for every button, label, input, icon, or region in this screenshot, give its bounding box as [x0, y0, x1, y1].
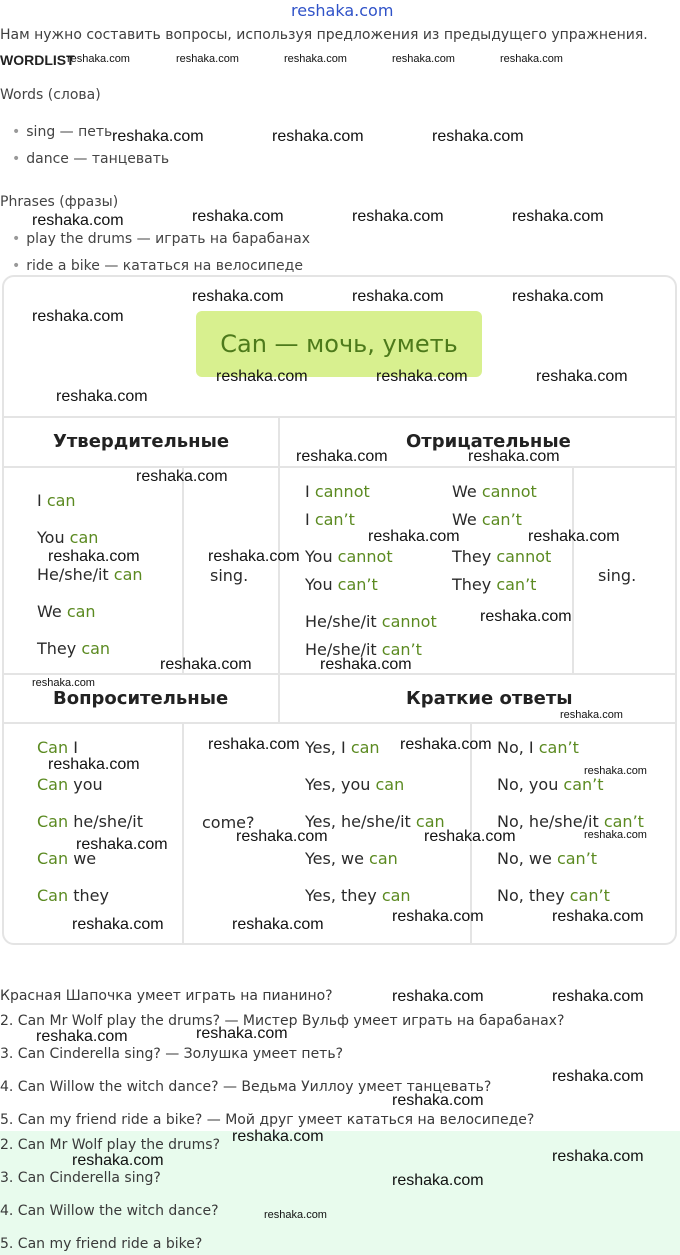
watermark: reshaka.com — [376, 368, 468, 385]
watermark: reshaka.com — [192, 288, 284, 305]
watermark: reshaka.com — [72, 916, 164, 933]
bullet-icon: • — [12, 231, 21, 247]
affirmative-row: We can — [37, 602, 96, 621]
header-affirmative: Утвердительные — [53, 431, 230, 452]
answer-line: 4. Can Willow the witch dance? — [0, 1203, 219, 1219]
answer-line: 5. Can my friend ride a bike? — [0, 1236, 203, 1252]
watermark: reshaka.com — [392, 1092, 484, 1109]
divider — [3, 722, 676, 724]
watermark: reshaka.com — [236, 828, 328, 845]
watermark: reshaka.com — [136, 468, 228, 485]
question-row: Can we — [37, 849, 97, 868]
watermark: reshaka.com — [56, 388, 148, 405]
watermark: reshaka.com — [32, 212, 124, 229]
watermark: reshaka.com — [352, 288, 444, 305]
watermark: reshaka.com — [196, 1025, 288, 1042]
negative-row: I can’t — [305, 510, 355, 529]
bullet-icon: • — [12, 124, 21, 140]
watermark: reshaka.com — [432, 128, 524, 145]
translation-line: 5. Can my friend ride a bike? — Мой друг умеет кататься на велосипеде? — [0, 1112, 535, 1128]
affirmative-row: You can — [37, 528, 99, 547]
short-answer-no: No, I can’t — [497, 738, 579, 757]
watermark: reshaka.com — [320, 656, 412, 673]
watermark: reshaka.com — [72, 1152, 164, 1169]
watermark: reshaka.com — [284, 53, 347, 65]
watermark: reshaka.com — [296, 448, 388, 465]
watermark: reshaka.com — [264, 1209, 327, 1221]
watermark: reshaka.com — [500, 53, 563, 65]
watermark: reshaka.com — [112, 128, 204, 145]
watermark: reshaka.com — [192, 208, 284, 225]
question-row: Can I — [37, 738, 78, 757]
watermark: reshaka.com — [216, 368, 308, 385]
divider — [182, 467, 184, 673]
translation-line: 2. Can Mr Wolf play the drums? — Мистер Вульф умеет играть на барабанах? — [0, 1013, 565, 1029]
affirmative-row: I can — [37, 491, 76, 510]
watermark: reshaka.com — [536, 368, 628, 385]
word-item-dance: • dance — танцевать — [12, 151, 170, 167]
watermark: reshaka.com — [560, 709, 623, 721]
short-answer-yes: Yes, they can — [305, 886, 411, 905]
watermark: reshaka.com — [552, 988, 644, 1005]
phrase-item-bike: • ride a bike — кататься на велосипеде — [12, 258, 303, 274]
watermark: reshaka.com — [552, 1148, 644, 1165]
watermark: reshaka.com — [48, 756, 140, 773]
watermark: reshaka.com — [36, 1028, 128, 1045]
negative-row: They cannot — [452, 547, 552, 566]
question-verb: come? — [202, 813, 255, 832]
words-heading: Words (слова) — [0, 87, 101, 103]
divider — [3, 416, 676, 418]
bullet-icon: • — [12, 258, 21, 274]
negative-row: We can’t — [452, 510, 522, 529]
translation-line: Красная Шапочка умеет играть на пианино? — [0, 988, 333, 1004]
negative-row: You can’t — [305, 575, 378, 594]
affirmative-row: They can — [37, 639, 111, 658]
wordlist-heading: WORDLIST — [0, 52, 75, 68]
answer-line: 2. Can Mr Wolf play the drums? — [0, 1137, 221, 1153]
question-row: Can he/she/it — [37, 812, 144, 831]
watermark: reshaka.com — [32, 677, 95, 689]
negative-row: He/she/it cannot — [305, 612, 437, 631]
watermark: reshaka.com — [392, 988, 484, 1005]
watermark: reshaka.com — [232, 1128, 324, 1145]
watermark: reshaka.com — [584, 765, 647, 777]
header-short-answers: Краткие ответы — [406, 688, 573, 709]
short-answer-yes: Yes, he/she/it can — [305, 812, 445, 831]
affirmative-verb: sing. — [210, 566, 249, 585]
watermark: reshaka.com — [552, 908, 644, 925]
negative-row: They can’t — [452, 575, 537, 594]
short-answer-no: No, you can’t — [497, 775, 604, 794]
divider — [3, 466, 676, 468]
watermark: reshaka.com — [232, 916, 324, 933]
negative-row: I cannot — [305, 482, 370, 501]
bullet-icon: • — [12, 151, 21, 167]
watermark: reshaka.com — [32, 308, 124, 325]
negative-row: You cannot — [305, 547, 393, 566]
watermark: reshaka.com — [208, 736, 300, 753]
watermark: reshaka.com — [76, 836, 168, 853]
watermark: reshaka.com — [160, 656, 252, 673]
watermark: reshaka.com — [352, 208, 444, 225]
divider — [572, 467, 574, 673]
intro-text: Нам нужно составить вопросы, используя предложения из предыдущего упражнения. — [0, 27, 648, 43]
watermark: reshaka.com — [176, 53, 239, 65]
watermark: reshaka.com — [392, 908, 484, 925]
watermark: reshaka.com — [424, 828, 516, 845]
question-row: Can they — [37, 886, 109, 905]
watermark: reshaka.com — [392, 1172, 484, 1189]
watermark: reshaka.com — [272, 128, 364, 145]
divider — [278, 417, 280, 722]
answer-line: 3. Can Cinderella sing? — [0, 1170, 161, 1186]
short-answer-yes: Yes, I can — [305, 738, 380, 757]
divider — [182, 723, 184, 943]
watermark: reshaka.com — [528, 528, 620, 545]
negative-verb: sing. — [598, 566, 637, 585]
watermark: reshaka.com — [552, 1068, 644, 1085]
translation-line: 4. Can Willow the witch dance? — Ведьма Уиллоу умеет танцевать? — [0, 1079, 492, 1095]
affirmative-row: He/she/it can — [37, 565, 143, 584]
watermark: reshaka.com — [368, 528, 460, 545]
short-answer-yes: Yes, you can — [305, 775, 405, 794]
watermark: reshaka.com — [400, 736, 492, 753]
short-answer-yes: Yes, we can — [305, 849, 398, 868]
watermark: reshaka.com — [480, 608, 572, 625]
watermark: reshaka.com — [48, 548, 140, 565]
phrase-item-drums: • play the drums — играть на барабанах — [12, 231, 311, 247]
watermark: reshaka.com — [468, 448, 560, 465]
translation-line: 3. Can Cinderella sing? — Золушка умеет петь? — [0, 1046, 344, 1062]
negative-row: He/she/it can’t — [305, 640, 422, 659]
question-row: Can you — [37, 775, 103, 794]
negative-row: We cannot — [452, 482, 537, 501]
watermark: reshaka.com — [584, 829, 647, 841]
watermark: reshaka.com — [392, 53, 455, 65]
card-title: Can — мочь, уметь — [196, 311, 482, 377]
word-item-sing: • sing — петь — [12, 124, 113, 140]
header-negative: Отрицательные — [406, 431, 571, 452]
watermark: reshaka.com — [208, 548, 300, 565]
short-answer-no: No, he/she/it can’t — [497, 812, 644, 831]
watermark: reshaka.com — [512, 208, 604, 225]
watermark: reshaka.com — [512, 288, 604, 305]
header-questions: Вопросительные — [53, 688, 229, 709]
phrases-heading: Phrases (фразы) — [0, 194, 119, 210]
watermark: reshaka.com — [67, 53, 130, 65]
short-answer-no: No, we can’t — [497, 849, 598, 868]
site-title[interactable]: reshaka.com — [291, 1, 394, 20]
short-answer-no: No, they can’t — [497, 886, 610, 905]
